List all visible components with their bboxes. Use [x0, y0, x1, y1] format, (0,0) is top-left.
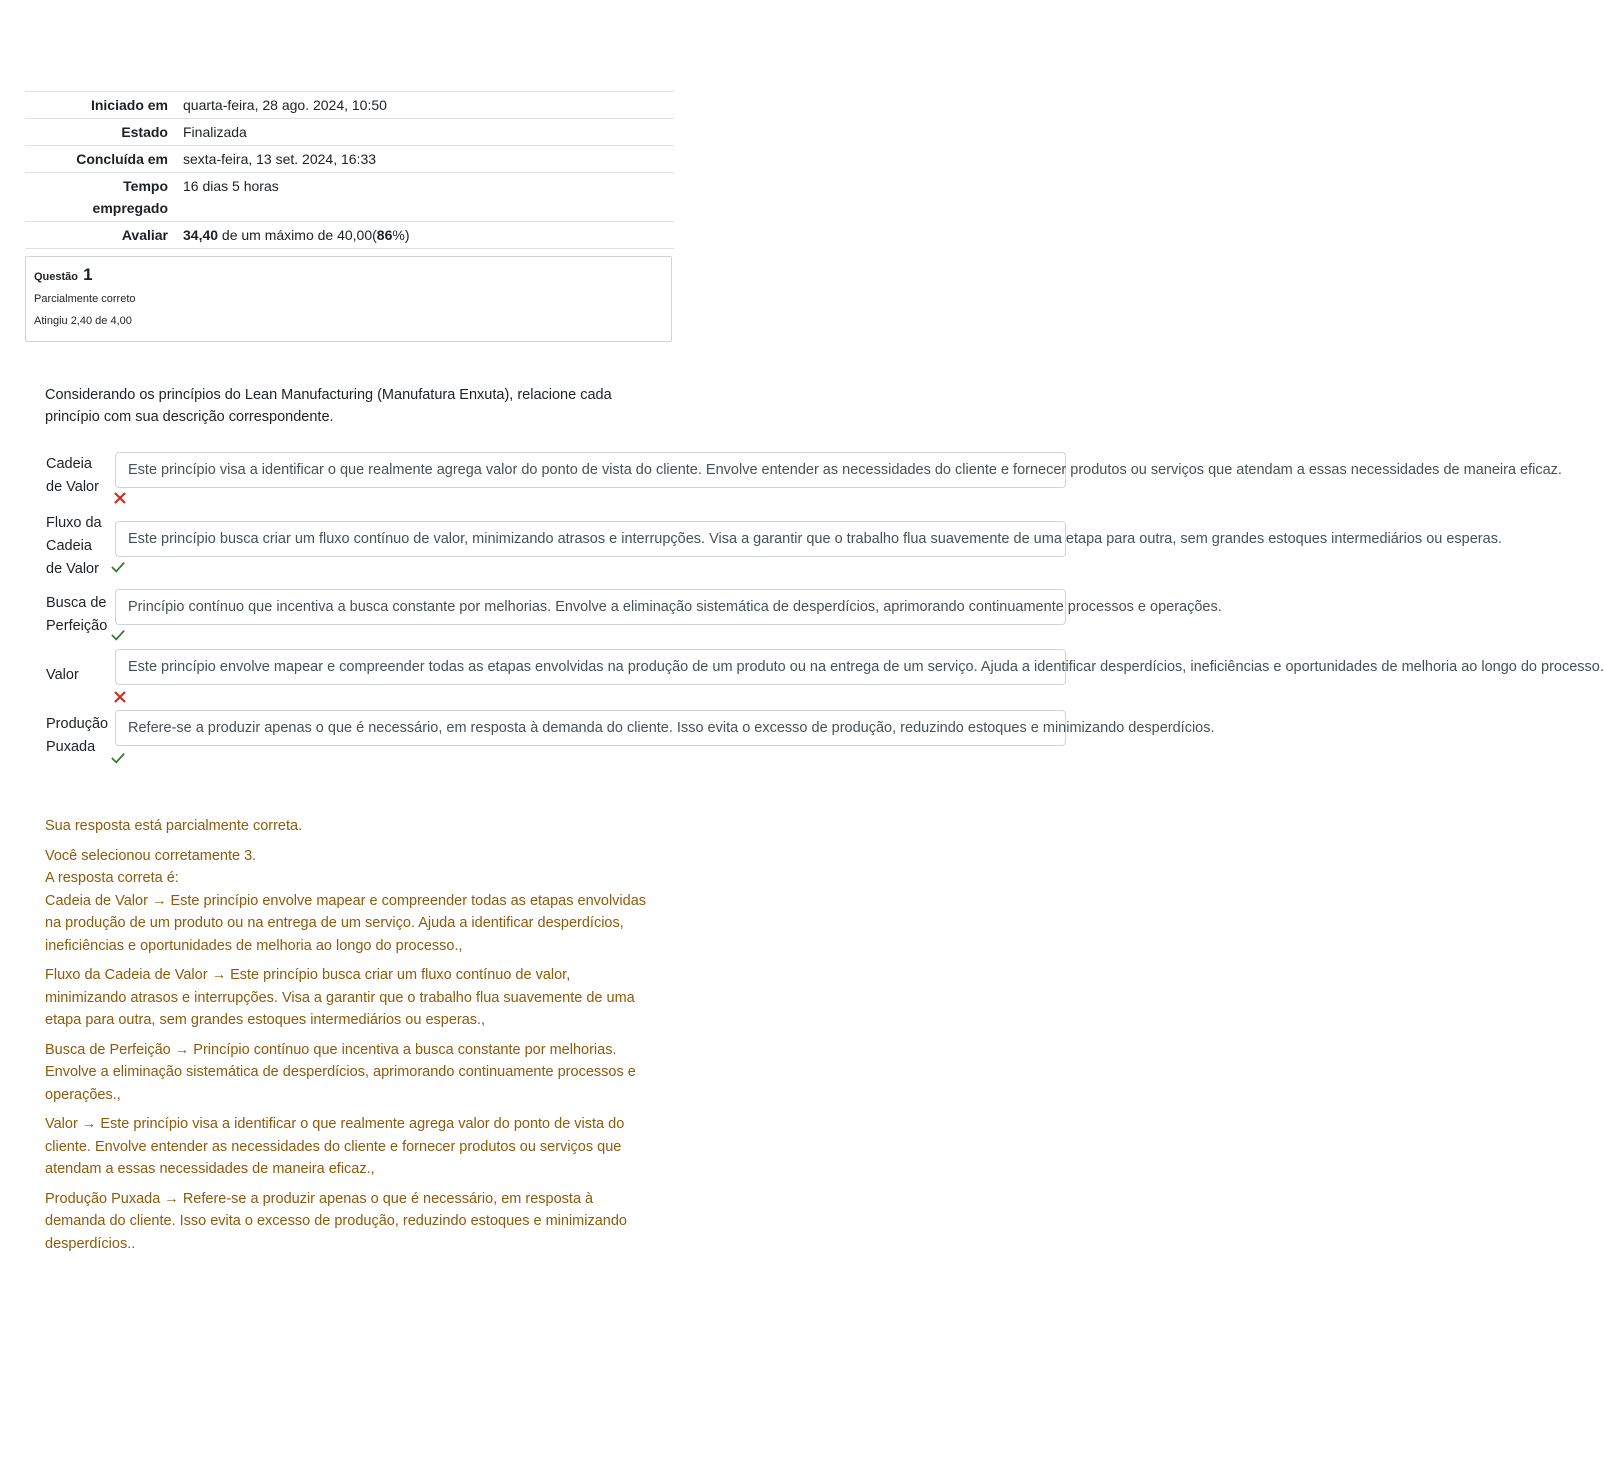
match-select[interactable]: Princípio contínuo que incentiva a busca constante por melhorias. Envolve a eliminação sistemática de desperdícios, aprimorando continuamente processos e operações.	[115, 589, 1066, 625]
grade-percent: 86	[376, 227, 393, 243]
feedback-answer: Produção Puxada → Refere-se a produzir apenas o que é necessário, em resposta à demanda do cliente. Isso evita o excesso de produção, reduzindo estoques e minimizando desperdícios..	[45, 1190, 627, 1252]
match-label: Fluxo da Cadeia de Valor	[46, 515, 102, 577]
summary-value: sexta-feira, 13 set. 2024, 16:33	[183, 146, 674, 173]
summary-label-line1: Tempo	[123, 178, 168, 194]
question-info	[25, 256, 672, 342]
summary-label	[25, 173, 183, 222]
summary-label-line2: empregado	[92, 200, 168, 216]
summary-value	[183, 222, 674, 249]
summary-label: Iniciado em	[25, 92, 183, 119]
feedback-answer: Busca de Perfeição → Princípio contínuo que incentiva a busca constante por melhorias. Envolve a eliminação sistemática de desperdícios, aprimorando continuamente processos e operações.,	[45, 1041, 636, 1103]
question-prefix: Questão	[34, 271, 79, 283]
summary-label: Avaliar	[25, 222, 183, 249]
summary-label: Concluída em	[25, 146, 183, 173]
match-select[interactable]: Este princípio visa a identificar o que realmente agrega valor do ponto de vista do cliente. Envolve entender as necessidades do cliente e fornecer produtos ou serviços que atendam a essas necessidades de maneira eficaz.	[115, 452, 1066, 488]
summary-value: quarta-feira, 28 ago. 2024, 10:50	[183, 92, 674, 119]
match-select[interactable]: Refere-se a produzir apenas o que é necessário, em resposta à demanda do cliente. Isso evita o excesso de produção, reduzindo estoques e minimizando desperdícios.	[115, 710, 1066, 746]
summary-row-state	[25, 119, 674, 146]
summary-value: Finalizada	[183, 119, 674, 146]
check-icon	[111, 628, 125, 642]
cross-icon	[113, 690, 127, 704]
question-status: Parcialmente correto	[34, 293, 136, 305]
match-label: Valor	[46, 667, 79, 683]
summary-label: Estado	[25, 119, 183, 146]
match-select[interactable]: Este princípio busca criar um fluxo contínuo de valor, minimizando atrasos e interrupções. Visa a garantir que o trabalho flua suavemente de uma etapa para outra, sem grandes estoques intermediários ou esperas.	[115, 521, 1066, 557]
summary-row-completed	[25, 146, 674, 173]
feedback-answer: Valor → Este princípio visa a identificar o que realmente agrega valor do ponto de vista do cliente. Envolve entender as necessidades do cliente e fornecer produtos ou serviços que atendam a essas necessidades de maneira eficaz.,	[45, 1116, 625, 1177]
match-label: Cadeia de Valor	[46, 456, 99, 495]
question-grade: Atingiu 2,40 de 4,00	[34, 315, 132, 327]
summary-row-time	[25, 173, 674, 222]
feedback-correct-intro: A resposta correta é:	[45, 870, 179, 886]
feedback-status: Sua resposta está parcialmente correta.	[45, 818, 303, 834]
feedback-count: Você selecionou corretamente 3.	[45, 847, 257, 864]
match-select[interactable]: Este princípio envolve mapear e compreender todas as etapas envolvidas na produção de um produto ou na entrega de um serviço. Ajuda a identificar desperdícios, ineficiências e oportunidades de melhoria ao longo do processo.	[115, 649, 1066, 685]
question-prompt: Considerando os princípios do Lean Manufacturing (Manufatura Enxuta), relacione cada princípio com sua descrição correspondente.	[45, 387, 612, 425]
answer-feedback	[45, 815, 655, 1262]
summary-row-started	[25, 92, 674, 119]
attempt-summary	[25, 91, 674, 249]
grade-score: 34,40	[183, 227, 219, 243]
grade-mid: de um máximo de 40,00(	[218, 227, 377, 243]
match-label: Produção Puxada	[46, 716, 109, 755]
check-icon	[111, 560, 125, 574]
check-icon	[111, 751, 125, 765]
feedback-answer: Cadeia de Valor → Este princípio envolve mapear e compreender todas as etapas envolvidas na produção de um produto ou na entrega de um serviço. Ajuda a identificar desperdícios, ineficiências e oportunidades de melhoria ao longo do processo.,	[45, 892, 647, 954]
grade-end: %)	[392, 227, 410, 243]
question-number	[34, 265, 663, 285]
match-label: Busca de Perfeição	[46, 595, 108, 634]
cross-icon	[113, 491, 127, 505]
question-number-value: 1	[83, 265, 93, 284]
summary-row-grade	[25, 222, 674, 249]
summary-value: 16 dias 5 horas	[183, 173, 674, 222]
feedback-answer: Fluxo da Cadeia de Valor → Este princípio busca criar um fluxo contínuo de valor, minimizando atrasos e interrupções. Visa a garantir que o trabalho flua suavemente de uma etapa para outra, sem grandes estoques intermediários ou esperas.,	[45, 967, 635, 1028]
